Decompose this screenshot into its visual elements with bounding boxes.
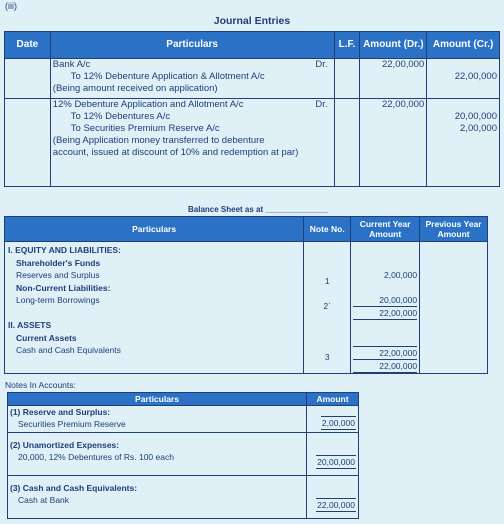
bs-shareholders-funds: Shareholder's Funds (16, 257, 101, 268)
bs-cash-amount: 22,00,000 (353, 346, 417, 360)
balance-sheet-table (4, 216, 488, 374)
col-amount-cr: Amount (Cr.) (427, 32, 500, 59)
notes-title: Notes In Accounts: (5, 380, 76, 390)
note1-item: Securities Premium Reserve (18, 419, 126, 429)
entry1-dr-amount: 22,00,000 (381, 59, 425, 70)
entry2-narration: (Being Application money transferred to debenture account, issued at discount of 10% and redemption at par) (52, 135, 299, 158)
col-lf: L.F. (334, 32, 360, 59)
entry2-dr-mark: Dr. (315, 99, 328, 110)
bs-current-assets: Current Assets (16, 332, 77, 343)
note-1 (8, 406, 359, 433)
bs-reserves-amount: 2,00,000 (383, 270, 418, 280)
note3-item: Cash at Bank (18, 495, 70, 505)
entry1-dr-mark: Dr. (315, 59, 328, 70)
entry1-cr-amount: 22,00,000 (454, 71, 497, 82)
bs-col-particulars: Particulars (5, 217, 304, 242)
bs-body (5, 242, 488, 374)
journal-entry-2 (5, 99, 500, 187)
notes-header-row (8, 393, 359, 406)
note1-amount: 2,00,000 (321, 418, 355, 428)
bs-assets-heading: II. ASSETS (8, 319, 52, 330)
journal-header-row (5, 32, 500, 59)
bs-borrowings-note: 2` (323, 301, 331, 311)
journal-title: Journal Entries (213, 15, 291, 27)
note3-amount: 22,00,000 (317, 500, 355, 510)
entry1-narration: (Being amount received on application) (52, 83, 218, 94)
bs-borrowings-amount: 20,00,000 (353, 294, 417, 307)
note2-item: 20,000, 12% Debentures of Rs. 100 each (18, 452, 174, 462)
bs-borrowings: Long-term Borrowings (16, 295, 100, 306)
bs-equity-heading: I. EQUITY AND LIABILITIES: (8, 245, 121, 255)
bs-cash-note: 3 (324, 352, 330, 362)
journal-entry-1 (5, 59, 500, 99)
entry2-cr-line-2: To Securities Premium Reserve A/c (70, 123, 220, 134)
notes-table (7, 392, 359, 519)
bs-noncurrent: Non-Current Liabilities: (16, 282, 111, 293)
balance-sheet-title: Balance Sheet as at ______________ (188, 205, 328, 214)
col-amount-dr: Amount (Dr.) (360, 32, 427, 59)
bs-total-1: 22,00,000 (353, 307, 417, 320)
journal-table (4, 31, 500, 187)
note2-amount: 20,00,000 (317, 457, 355, 467)
bs-header-row (5, 217, 488, 242)
notes-col-particulars: Particulars (8, 393, 307, 406)
bs-reserves: Reserves and Surplus (16, 270, 100, 281)
entry2-cr-amount-1: 20,00,000 (454, 111, 497, 122)
entry2-dr-amount: 22,00,000 (381, 99, 425, 110)
note1-heading: (1) Reserve and Surplus: (10, 407, 111, 417)
entry2-cr-line-1: To 12% Debentures A/c (70, 111, 171, 122)
bs-col-note: Note No. (304, 217, 351, 242)
notes-col-amount: Amount (307, 393, 359, 406)
note-2 (8, 433, 359, 476)
note2-heading: (2) Unamortized Expenses: (10, 440, 120, 450)
bs-col-previous: Previous Year Amount (420, 217, 488, 242)
note-3 (8, 476, 359, 519)
bs-cash: Cash and Cash Equivalents (16, 345, 121, 356)
col-particulars: Particulars (50, 32, 334, 59)
bs-reserves-note: 1 (324, 276, 330, 286)
part-label: (iii) (5, 1, 17, 11)
bs-col-current: Current Year Amount (351, 217, 420, 242)
note3-heading: (3) Cash and Cash Equivalents: (10, 483, 138, 493)
entry1-dr-line: Bank A/c (52, 59, 91, 70)
entry2-dr-line: 12% Debenture Application and Allotment A/c (52, 99, 244, 110)
entry1-cr-line: To 12% Debenture Application & Allotment A/c (70, 71, 265, 82)
bs-total-2: 22,00,000 (353, 360, 417, 373)
entry2-cr-amount-2: 2,00,000 (460, 123, 497, 134)
col-date: Date (5, 32, 51, 59)
